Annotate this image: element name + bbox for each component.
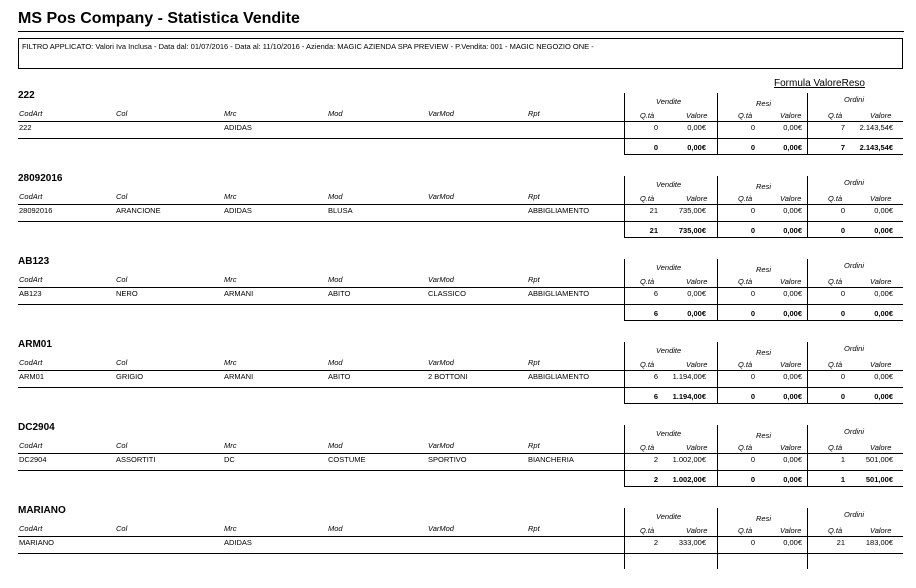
cell-v-qta: 0 [653, 123, 658, 132]
cell-rpt: ABBIGLIAMENTO [528, 206, 590, 215]
column-header-rpt: Rpt [528, 192, 540, 201]
total-rule [624, 486, 903, 487]
o-qta-header: Q.tà [828, 277, 843, 286]
resi-header: Resi [756, 182, 772, 191]
total-o-qta: 7 [840, 143, 845, 152]
column-header-codart: CodArt [19, 192, 43, 201]
cell-mrc: ARMANI [224, 372, 254, 381]
ordini-header: Ordini [844, 427, 865, 436]
cell-codart: AB123 [19, 289, 42, 298]
o-valore-header: Valore [870, 111, 892, 120]
column-header-mrc: Mrc [224, 192, 237, 201]
cell-col: NERO [116, 289, 138, 298]
cell-rpt: ABBIGLIAMENTO [528, 289, 590, 298]
cell-r-qta: 0 [750, 289, 755, 298]
cell-mod: ABITO [328, 289, 351, 298]
column-header-mod: Mod [328, 524, 343, 533]
column-header-codart: CodArt [19, 109, 43, 118]
column-header-rpt: Rpt [528, 358, 540, 367]
cell-rpt: ABBIGLIAMENTO [528, 372, 590, 381]
total-r-val: 0,00€ [783, 143, 802, 152]
v-qta-header: Q.tà [640, 360, 655, 369]
cell-mrc: ARMANI [224, 289, 254, 298]
report-title: MS Pos Company - Statistica Vendite [18, 10, 300, 27]
cell-codart: ARM01 [19, 372, 45, 381]
report-section [0, 90, 916, 173]
v-valore-header: Valore [686, 526, 708, 535]
column-header-mrc: Mrc [224, 109, 237, 118]
cell-r-qta: 0 [750, 455, 755, 464]
r-qta-header: Q.tà [738, 360, 753, 369]
section-title: MARIANO [18, 505, 66, 516]
o-qta-header: Q.tà [828, 194, 843, 203]
cell-o-qta: 0 [840, 289, 845, 298]
cell-v-qta: 2 [653, 455, 658, 464]
cell-o-val: 501,00€ [865, 455, 893, 464]
row-rule [18, 138, 903, 139]
r-qta-header: Q.tà [738, 277, 753, 286]
column-separator [807, 508, 808, 569]
v-valore-header: Valore [686, 111, 708, 120]
resi-header: Resi [756, 514, 772, 523]
ordini-header: Ordini [844, 344, 865, 353]
column-header-mrc: Mrc [224, 358, 237, 367]
column-header-varmod: VarMod [428, 358, 454, 367]
cell-rpt: BIANCHERIA [528, 455, 574, 464]
total-r-qta: 0 [750, 309, 755, 318]
total-v-val: 1.194,00€ [672, 392, 706, 401]
column-header-varmod: VarMod [428, 192, 454, 201]
column-header-mrc: Mrc [224, 524, 237, 533]
o-valore-header: Valore [870, 194, 892, 203]
column-header-mod: Mod [328, 109, 343, 118]
total-v-qta: 21 [649, 226, 658, 235]
cell-r-qta: 0 [750, 123, 755, 132]
column-header-varmod: VarMod [428, 441, 454, 450]
cell-varmod: SPORTIVO [428, 455, 467, 464]
report-section [0, 422, 916, 505]
cell-v-qta: 6 [653, 289, 658, 298]
section-title: AB123 [18, 256, 50, 267]
title-rule [18, 31, 904, 32]
header-rule [18, 287, 903, 288]
cell-o-qta: 0 [840, 206, 845, 215]
total-r-val: 0,00€ [783, 226, 802, 235]
column-header-col: Col [116, 192, 128, 201]
v-qta-header: Q.tà [640, 194, 655, 203]
section-title: 222 [18, 90, 35, 101]
cell-r-qta: 0 [750, 538, 755, 547]
r-qta-header: Q.tà [738, 526, 753, 535]
o-valore-header: Valore [870, 526, 892, 535]
cell-v-val: 1.002,00€ [672, 455, 706, 464]
column-header-rpt: Rpt [528, 109, 540, 118]
cell-col: ASSORTITI [116, 455, 156, 464]
column-header-varmod: VarMod [428, 109, 454, 118]
cell-o-qta: 7 [840, 123, 845, 132]
total-o-val: 2.143,54€ [859, 143, 893, 152]
cell-r-val: 0,00€ [783, 455, 802, 464]
r-valore-header: Valore [780, 194, 802, 203]
column-header-codart: CodArt [19, 441, 43, 450]
cell-o-val: 2.143,54€ [859, 123, 893, 132]
total-o-qta: 0 [840, 226, 845, 235]
column-header-mod: Mod [328, 441, 343, 450]
cell-varmod: CLASSICO [428, 289, 466, 298]
column-header-rpt: Rpt [528, 524, 540, 533]
formula-link[interactable]: Formula ValoreReso [774, 78, 865, 89]
total-r-qta: 0 [750, 226, 755, 235]
total-rule [624, 320, 903, 321]
cell-o-val: 0,00€ [874, 206, 893, 215]
ordini-header: Ordini [844, 261, 865, 270]
cell-mrc: ADIDAS [224, 123, 252, 132]
o-valore-header: Valore [870, 360, 892, 369]
cell-o-val: 183,00€ [865, 538, 893, 547]
cell-r-qta: 0 [750, 372, 755, 381]
v-valore-header: Valore [686, 443, 708, 452]
cell-mrc: ADIDAS [224, 206, 252, 215]
total-o-qta: 0 [840, 392, 845, 401]
v-qta-header: Q.tà [640, 443, 655, 452]
header-rule [18, 204, 903, 205]
resi-header: Resi [756, 99, 772, 108]
column-header-rpt: Rpt [528, 441, 540, 450]
total-r-val: 0,00€ [783, 475, 802, 484]
column-separator [717, 508, 718, 569]
total-v-qta: 2 [653, 475, 658, 484]
column-header-codart: CodArt [19, 524, 43, 533]
cell-v-qta: 21 [649, 206, 658, 215]
column-header-col: Col [116, 358, 128, 367]
ordini-header: Ordini [844, 510, 865, 519]
report-section [0, 505, 916, 588]
o-valore-header: Valore [870, 277, 892, 286]
cell-codart: MARIANO [19, 538, 55, 547]
r-valore-header: Valore [780, 526, 802, 535]
total-v-qta: 6 [653, 309, 658, 318]
v-valore-header: Valore [686, 194, 708, 203]
total-o-val: 0,00€ [874, 309, 893, 318]
cell-codart: DC2904 [19, 455, 47, 464]
cell-col: ARANCIONE [116, 206, 161, 215]
r-qta-header: Q.tà [738, 111, 753, 120]
cell-v-val: 0,00€ [687, 123, 706, 132]
row-rule [18, 304, 903, 305]
total-o-val: 0,00€ [874, 392, 893, 401]
resi-header: Resi [756, 431, 772, 440]
row-rule [18, 221, 903, 222]
total-rule [624, 237, 903, 238]
cell-o-qta: 1 [840, 455, 845, 464]
cell-o-qta: 21 [836, 538, 845, 547]
total-r-qta: 0 [750, 475, 755, 484]
cell-v-val: 333,00€ [678, 538, 706, 547]
row-rule [18, 553, 903, 554]
section-title: ARM01 [18, 339, 52, 350]
total-r-qta: 0 [750, 392, 755, 401]
filter-text: FILTRO APPLICATO: Valori Iva Inclusa - Data dal: 01/07/2016 - Data al: 11/10/2016 - Azienda: MAGIC AZIENDA SPA PREVIEW - P.Vendita: 001 - MAGIC NEGOZIO ONE - [22, 42, 594, 51]
total-v-qta: 0 [653, 143, 658, 152]
total-o-val: 501,00€ [865, 475, 893, 484]
cell-o-val: 0,00€ [874, 289, 893, 298]
column-header-mod: Mod [328, 192, 343, 201]
resi-header: Resi [756, 265, 772, 274]
cell-o-val: 0,00€ [874, 372, 893, 381]
column-header-codart: CodArt [19, 275, 43, 284]
total-o-val: 0,00€ [874, 226, 893, 235]
r-valore-header: Valore [780, 443, 802, 452]
cell-mrc: DC [224, 455, 235, 464]
vendite-header: Vendite [656, 263, 682, 272]
section-title: DC2904 [18, 422, 55, 433]
header-rule [18, 121, 903, 122]
column-header-varmod: VarMod [428, 275, 454, 284]
section-title: 28092016 [18, 173, 63, 184]
cell-r-val: 0,00€ [783, 538, 802, 547]
cell-v-val: 1.194,00€ [672, 372, 706, 381]
r-qta-header: Q.tà [738, 194, 753, 203]
column-header-col: Col [116, 524, 128, 533]
v-valore-header: Valore [686, 277, 708, 286]
r-valore-header: Valore [780, 277, 802, 286]
total-r-qta: 0 [750, 143, 755, 152]
r-qta-header: Q.tà [738, 443, 753, 452]
column-header-mod: Mod [328, 358, 343, 367]
report-section [0, 339, 916, 422]
o-qta-header: Q.tà [828, 443, 843, 452]
column-separator [624, 508, 625, 569]
cell-r-qta: 0 [750, 206, 755, 215]
total-o-qta: 0 [840, 309, 845, 318]
o-valore-header: Valore [870, 443, 892, 452]
report-section [0, 256, 916, 339]
report-section [0, 173, 916, 256]
cell-v-val: 735,00€ [678, 206, 706, 215]
r-valore-header: Valore [780, 360, 802, 369]
row-rule [18, 387, 903, 388]
column-header-mod: Mod [328, 275, 343, 284]
cell-v-qta: 2 [653, 538, 658, 547]
r-valore-header: Valore [780, 111, 802, 120]
v-valore-header: Valore [686, 360, 708, 369]
column-header-col: Col [116, 109, 128, 118]
vendite-header: Vendite [656, 512, 682, 521]
total-v-val: 0,00€ [687, 309, 706, 318]
column-header-col: Col [116, 441, 128, 450]
vendite-header: Vendite [656, 97, 682, 106]
o-qta-header: Q.tà [828, 111, 843, 120]
vendite-header: Vendite [656, 429, 682, 438]
filter-box [18, 38, 903, 69]
header-rule [18, 536, 903, 537]
cell-r-val: 0,00€ [783, 372, 802, 381]
cell-r-val: 0,00€ [783, 206, 802, 215]
column-header-mrc: Mrc [224, 275, 237, 284]
total-v-val: 1.002,00€ [672, 475, 706, 484]
row-rule [18, 470, 903, 471]
header-rule [18, 453, 903, 454]
o-qta-header: Q.tà [828, 526, 843, 535]
column-header-mrc: Mrc [224, 441, 237, 450]
cell-v-val: 0,00€ [687, 289, 706, 298]
v-qta-header: Q.tà [640, 526, 655, 535]
total-r-val: 0,00€ [783, 392, 802, 401]
total-rule [624, 154, 903, 155]
vendite-header: Vendite [656, 180, 682, 189]
cell-v-qta: 6 [653, 372, 658, 381]
cell-varmod: 2 BOTTONI [428, 372, 468, 381]
cell-o-qta: 0 [840, 372, 845, 381]
cell-codart: 28092016 [19, 206, 53, 215]
resi-header: Resi [756, 348, 772, 357]
cell-mrc: ADIDAS [224, 538, 252, 547]
header-rule [18, 370, 903, 371]
total-o-qta: 1 [840, 475, 845, 484]
v-qta-header: Q.tà [640, 277, 655, 286]
vendite-header: Vendite [656, 346, 682, 355]
total-rule [624, 403, 903, 404]
cell-mod: ABITO [328, 372, 351, 381]
total-v-qta: 6 [653, 392, 658, 401]
cell-r-val: 0,00€ [783, 123, 802, 132]
cell-mod: BLUSA [328, 206, 353, 215]
cell-r-val: 0,00€ [783, 289, 802, 298]
v-qta-header: Q.tà [640, 111, 655, 120]
column-header-col: Col [116, 275, 128, 284]
total-r-val: 0,00€ [783, 309, 802, 318]
total-v-val: 735,00€ [678, 226, 706, 235]
cell-mod: COSTUME [328, 455, 366, 464]
column-header-rpt: Rpt [528, 275, 540, 284]
total-v-val: 0,00€ [687, 143, 706, 152]
column-header-varmod: VarMod [428, 524, 454, 533]
ordini-header: Ordini [844, 178, 865, 187]
o-qta-header: Q.tà [828, 360, 843, 369]
ordini-header: Ordini [844, 95, 865, 104]
cell-codart: 222 [19, 123, 32, 132]
cell-col: GRIGIO [116, 372, 144, 381]
column-header-codart: CodArt [19, 358, 43, 367]
